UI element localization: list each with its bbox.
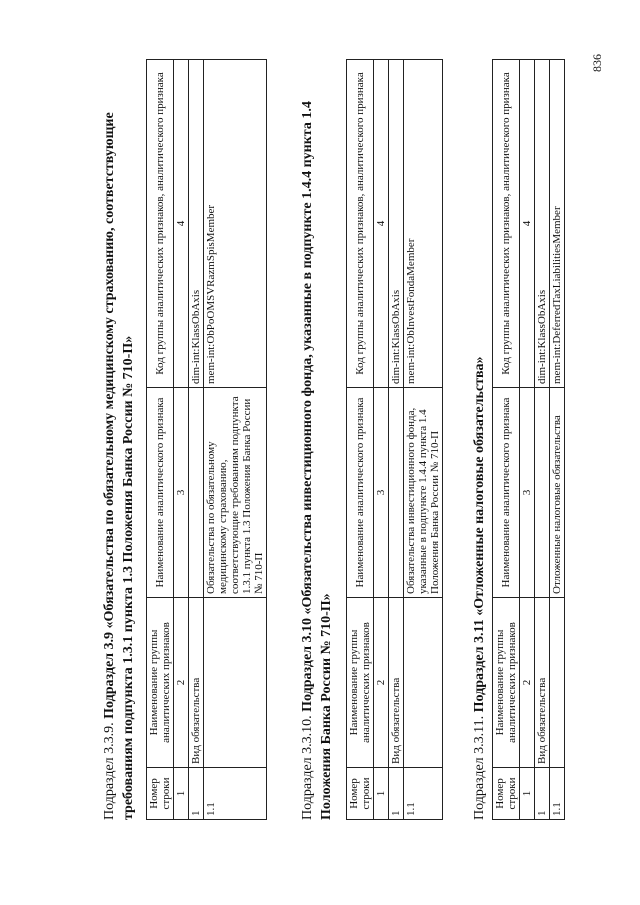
table-cell — [535, 388, 550, 598]
table-cell: mem-int:ObPoOMSVRazmSpisMember — [204, 60, 267, 388]
table-header-row — [347, 60, 374, 820]
column-number: 1 — [520, 768, 535, 820]
table-section-3-9 — [146, 59, 267, 820]
column-number: 3 — [520, 388, 535, 598]
table-cell — [389, 388, 404, 598]
table-cell: mem-int:DeferredTaxLiabilitiesMember — [550, 60, 565, 388]
heading-title: Подраздел 3.10 «Обязательства инвестиционного фонда, указанные в подпункте 1.4.4 пункта 1.4 Положения Банка России № 710-П» — [300, 101, 334, 820]
table-cell — [204, 598, 267, 768]
heading-prefix: Подраздел 3.3.10. — [300, 711, 315, 820]
table-cell: dim-int:KlassObAxis — [535, 60, 550, 388]
column-number-row — [520, 60, 535, 820]
section-heading-3-11 — [470, 60, 489, 820]
table-cell: 1.1 — [204, 768, 267, 820]
page-number: 836 — [590, 54, 604, 72]
table-cell: 1 — [189, 768, 204, 820]
table-cell: Вид обязательства — [535, 598, 550, 768]
heading-prefix: Подраздел 3.3.11. — [472, 712, 487, 820]
table-row — [389, 60, 404, 820]
table-row — [204, 60, 267, 820]
section-heading-3-9 — [100, 60, 138, 820]
table-cell: Обязательства инвестиционного фонда, указанные в подпункте 1.4.4 пункта 1.4 Положения Банка России № 710-П — [404, 388, 443, 598]
table-cell: 1.1 — [404, 768, 443, 820]
column-number-row — [174, 60, 189, 820]
table-cell: Вид обязательства — [189, 598, 204, 768]
table-cell — [404, 598, 443, 768]
table-cell: Вид обязательства — [389, 598, 404, 768]
header-cell: Код группы аналитических признаков, аналитического признака — [347, 60, 374, 388]
heading-title: Подраздел 3.9 «Обязательства по обязательному медицинскому страхованию, соответствующие требованиям подпункта 1.3.1 пункта 1.3 Положения Банка России № 710-П» — [102, 112, 136, 820]
heading-title: Подраздел 3.11 «Отложенные налоговые обязательства» — [472, 356, 487, 713]
table-cell: Обязательства по обязательному медицинскому страхованию, соответствующие требованиям подпункта 1.3.1 пункта 1.3 Положения Банка России № 710-П — [204, 388, 267, 598]
header-cell: Наименование группы аналитических признаков — [147, 598, 174, 768]
column-number: 3 — [374, 388, 389, 598]
header-cell: Код группы аналитических признаков, аналитического признака — [493, 60, 520, 388]
header-cell: Номер строки — [347, 768, 374, 820]
header-cell: Наименование группы аналитических признаков — [493, 598, 520, 768]
header-cell: Наименование аналитического признака — [147, 388, 174, 598]
column-number: 1 — [174, 768, 189, 820]
column-number: 4 — [174, 60, 189, 388]
heading-prefix: Подраздел 3.3.9. — [102, 718, 117, 820]
rotated-sheet — [100, 54, 604, 820]
table-cell: 1 — [535, 768, 550, 820]
column-number: 3 — [174, 388, 189, 598]
header-cell: Номер строки — [493, 768, 520, 820]
column-number: 4 — [520, 60, 535, 388]
table-row — [404, 60, 443, 820]
table-section-3-10 — [346, 59, 443, 820]
table-cell: dim-int:KlassObAxis — [389, 60, 404, 388]
column-number: 1 — [374, 768, 389, 820]
section-heading-3-10 — [298, 60, 336, 820]
column-number: 2 — [374, 598, 389, 768]
column-number: 2 — [174, 598, 189, 768]
table-header-row — [493, 60, 520, 820]
table-cell: Отложенные налоговые обязательства — [550, 388, 565, 598]
column-number: 2 — [520, 598, 535, 768]
header-cell: Номер строки — [147, 768, 174, 820]
table-cell: 1 — [389, 768, 404, 820]
table-row — [189, 60, 204, 820]
table-cell — [189, 388, 204, 598]
header-cell: Наименование аналитического признака — [347, 388, 374, 598]
column-number: 4 — [374, 60, 389, 388]
table-cell — [550, 598, 565, 768]
header-cell: Наименование группы аналитических признаков — [347, 598, 374, 768]
table-cell: dim-int:KlassObAxis — [189, 60, 204, 388]
header-cell: Наименование аналитического признака — [493, 388, 520, 598]
table-row — [535, 60, 550, 820]
table-cell: mem-int:ObInvestFondaMember — [404, 60, 443, 388]
table-header-row — [147, 60, 174, 820]
table-row — [550, 60, 565, 820]
header-cell: Код группы аналитических признаков, аналитического признака — [147, 60, 174, 388]
column-number-row — [374, 60, 389, 820]
table-cell: 1.1 — [550, 768, 565, 820]
table-section-3-11 — [492, 59, 565, 820]
